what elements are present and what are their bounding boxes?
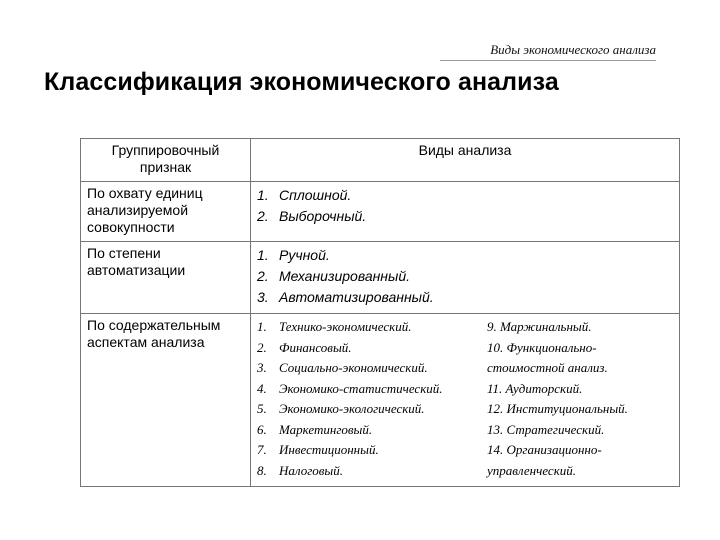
list-item: 7. Инвестиционный. (257, 442, 379, 457)
list-item: 2. Выборочный. (257, 208, 367, 224)
list-item: управленческий. (487, 462, 577, 478)
table-row (81, 242, 680, 314)
table-row (81, 182, 680, 242)
list-item: 9. Маржинальный. (487, 319, 592, 334)
header-criterion: Группировочный признак (81, 139, 251, 182)
list-item: 8. Налоговый. (257, 462, 343, 478)
types-list (257, 245, 673, 308)
list-item: 1. Ручной. (257, 247, 330, 263)
classification-table (80, 138, 680, 487)
row-criterion: По охвату единиц анализируемой совокупности (81, 182, 251, 242)
list-item: 10. Функционально- (487, 339, 597, 355)
table-row (81, 314, 680, 487)
page-title: Классификация экономического анализа (44, 68, 559, 96)
types-column-left (257, 317, 487, 481)
list-item: 11. Аудиторский. (487, 380, 583, 396)
row-criterion: По степени автоматизации (81, 242, 251, 314)
list-item: 1. Сплошной. (257, 187, 352, 203)
types-column-right (487, 317, 628, 481)
list-item: 12. Институциональный. (487, 401, 628, 416)
list-item: 2. Финансовый. (257, 339, 352, 355)
caption-divider (440, 60, 656, 61)
list-item: 5. Экономико-экологический. (257, 401, 425, 416)
list-item: 13. Стратегический. (487, 421, 605, 437)
row-types (251, 314, 680, 487)
list-item: 1. Технико-экономический. (257, 319, 412, 334)
table-header-row (81, 139, 680, 182)
list-item: стоимостной анализ. (487, 360, 608, 375)
row-types (251, 182, 680, 242)
slide-caption: Виды экономического анализа (490, 42, 656, 57)
types-list (257, 185, 673, 227)
list-item: 2. Механизированный. (257, 268, 410, 284)
list-item: 3. Социально-экономический. (257, 360, 428, 375)
row-criterion: По содержательным аспектам анализа (81, 314, 251, 487)
list-item: 14. Организационно- (487, 442, 602, 457)
header-types: Виды анализа (251, 139, 680, 182)
row-types (251, 242, 680, 314)
list-item: 6. Маркетинговый. (257, 421, 373, 437)
types-columns (257, 317, 673, 481)
list-item: 3. Автоматизированный. (257, 289, 434, 305)
list-item: 4. Экономико-статистический. (257, 380, 443, 396)
